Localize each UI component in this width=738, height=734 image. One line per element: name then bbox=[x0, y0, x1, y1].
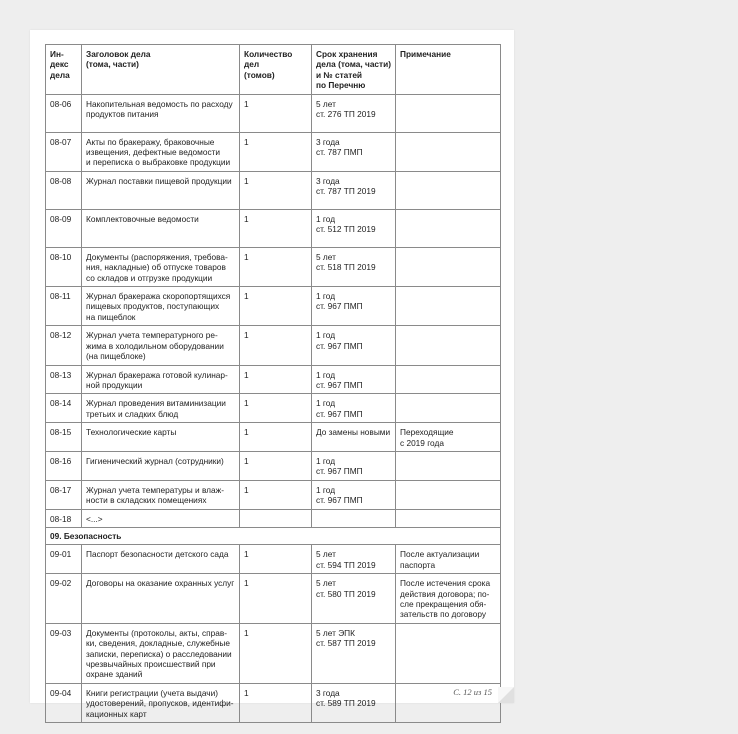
cell-note bbox=[396, 509, 501, 527]
cell-count: 1 bbox=[240, 623, 312, 683]
cell-title: Паспорт безопасности детского сада bbox=[82, 545, 240, 574]
cell-count: 1 bbox=[240, 683, 312, 722]
cell-count: 1 bbox=[240, 574, 312, 624]
cell-count: 1 bbox=[240, 171, 312, 209]
table-row bbox=[46, 94, 501, 132]
cell-retention: 5 лет ст. 276 ТП 2019 bbox=[312, 94, 396, 132]
cell-note: После актуализации паспорта bbox=[396, 545, 501, 574]
cell-note bbox=[396, 451, 501, 480]
page-curl bbox=[498, 687, 514, 703]
cell-index: 08-14 bbox=[46, 394, 82, 423]
cell-retention: 5 лет ст. 594 ТП 2019 bbox=[312, 545, 396, 574]
cell-index: 09-04 bbox=[46, 683, 82, 722]
cell-index: 08-13 bbox=[46, 365, 82, 394]
cell-title: <...> bbox=[82, 509, 240, 527]
cell-count: 1 bbox=[240, 247, 312, 286]
cell-note bbox=[396, 287, 501, 326]
cell-count: 1 bbox=[240, 365, 312, 394]
cell-retention: 5 лет ЭПК ст. 587 ТП 2019 bbox=[312, 623, 396, 683]
cell-index: 09-03 bbox=[46, 623, 82, 683]
cell-retention bbox=[312, 509, 396, 527]
cell-index: 09-01 bbox=[46, 545, 82, 574]
cell-index: 08-17 bbox=[46, 480, 82, 509]
cell-note bbox=[396, 247, 501, 286]
cell-index: 08-06 bbox=[46, 94, 82, 132]
section-row bbox=[46, 527, 501, 544]
cell-retention: 5 лет ст. 518 ТП 2019 bbox=[312, 247, 396, 286]
cell-index: 08-07 bbox=[46, 132, 82, 171]
cell-title: Журнал проведения витаминизации третьих и сладких блюд bbox=[82, 394, 240, 423]
cell-note bbox=[396, 365, 501, 394]
table-row bbox=[46, 480, 501, 509]
cell-index: 08-16 bbox=[46, 451, 82, 480]
cell-title: Технологические карты bbox=[82, 423, 240, 452]
cell-count: 1 bbox=[240, 94, 312, 132]
table-row bbox=[46, 423, 501, 452]
cell-count: 1 bbox=[240, 423, 312, 452]
cell-title: Акты по бракеражу, браковочные извещения, дефектные ведомости и переписка о выбраковке продукции bbox=[82, 132, 240, 171]
cell-title: Книги регистрации (учета выдачи) удостоверений, пропусков, идентифи- кационных карт bbox=[82, 683, 240, 722]
cell-index: 08-11 bbox=[46, 287, 82, 326]
cell-index: 08-09 bbox=[46, 209, 82, 247]
cell-count: 1 bbox=[240, 287, 312, 326]
cell-index: 08-10 bbox=[46, 247, 82, 286]
cell-note bbox=[396, 326, 501, 365]
table-row bbox=[46, 209, 501, 247]
cell-retention: 1 год ст. 967 ПМП bbox=[312, 365, 396, 394]
cell-note: После истечения срока действия договора; по- сле прекращения обя- зательств по договору bbox=[396, 574, 501, 624]
cell-count: 1 bbox=[240, 545, 312, 574]
cell-title: Журнал учета температурного ре- жима в холодильном оборудовании (на пищеблоке) bbox=[82, 326, 240, 365]
cell-note bbox=[396, 94, 501, 132]
table-row bbox=[46, 623, 501, 683]
table-row bbox=[46, 574, 501, 624]
table-row bbox=[46, 683, 501, 722]
cell-index: 09-02 bbox=[46, 574, 82, 624]
cell-title: Журнал поставки пищевой продукции bbox=[82, 171, 240, 209]
cell-count: 1 bbox=[240, 451, 312, 480]
table-row bbox=[46, 132, 501, 171]
header-note: Примечание bbox=[396, 45, 501, 95]
cell-note bbox=[396, 132, 501, 171]
cell-index: 08-18 bbox=[46, 509, 82, 527]
header-index: Ин- декс дела bbox=[46, 45, 82, 95]
cell-retention: 1 год ст. 967 ПМП bbox=[312, 394, 396, 423]
cell-count bbox=[240, 509, 312, 527]
table-row bbox=[46, 545, 501, 574]
section-title: 09. Безопасность bbox=[46, 527, 501, 544]
cell-count: 1 bbox=[240, 209, 312, 247]
cell-index: 08-15 bbox=[46, 423, 82, 452]
table-row bbox=[46, 509, 501, 527]
header-count: Количество дел (томов) bbox=[240, 45, 312, 95]
cell-index: 08-08 bbox=[46, 171, 82, 209]
cell-note: Переходящие с 2019 года bbox=[396, 423, 501, 452]
cell-title: Гигиенический журнал (сотрудники) bbox=[82, 451, 240, 480]
table-row bbox=[46, 287, 501, 326]
cell-retention: 1 год ст. 967 ПМП bbox=[312, 480, 396, 509]
cell-retention: 5 лет ст. 580 ТП 2019 bbox=[312, 574, 396, 624]
cell-title: Накопительная ведомость по расходу продуктов питания bbox=[82, 94, 240, 132]
records-table bbox=[45, 44, 501, 723]
cell-title: Договоры на оказание охранных услуг bbox=[82, 574, 240, 624]
cell-title: Документы (распоряжения, требова- ния, накладные) об отпуске товаров со складов и отгрузке продукции bbox=[82, 247, 240, 286]
cell-retention: 3 года ст. 787 ТП 2019 bbox=[312, 171, 396, 209]
table-header-row bbox=[46, 45, 501, 95]
cell-title: Комплектовочные ведомости bbox=[82, 209, 240, 247]
header-title: Заголовок дела (тома, части) bbox=[82, 45, 240, 95]
cell-count: 1 bbox=[240, 326, 312, 365]
cell-note bbox=[396, 480, 501, 509]
cell-retention: 1 год ст. 967 ПМП bbox=[312, 326, 396, 365]
cell-retention: 1 год ст. 967 ПМП bbox=[312, 451, 396, 480]
table-row bbox=[46, 247, 501, 286]
table-row bbox=[46, 326, 501, 365]
cell-retention: 1 год ст. 512 ТП 2019 bbox=[312, 209, 396, 247]
table-row bbox=[46, 171, 501, 209]
table-row bbox=[46, 394, 501, 423]
cell-retention: 3 года ст. 787 ПМП bbox=[312, 132, 396, 171]
cell-note bbox=[396, 623, 501, 683]
cell-title: Журнал бракеража скоропортящихся пищевых продуктов, поступающих на пищеблок bbox=[82, 287, 240, 326]
cell-note bbox=[396, 171, 501, 209]
cell-retention: 3 года ст. 589 ТП 2019 bbox=[312, 683, 396, 722]
cell-count: 1 bbox=[240, 480, 312, 509]
document-page bbox=[30, 30, 514, 719]
cell-count: 1 bbox=[240, 394, 312, 423]
cell-note bbox=[396, 209, 501, 247]
table-row bbox=[46, 365, 501, 394]
cell-retention: 1 год ст. 967 ПМП bbox=[312, 287, 396, 326]
cell-title: Журнал учета температуры и влаж- ности в складских помещениях bbox=[82, 480, 240, 509]
header-retention: Срок хранения дела (тома, части) и № статей по Перечню bbox=[312, 45, 396, 95]
cell-count: 1 bbox=[240, 132, 312, 171]
page-number: С. 12 из 15 bbox=[453, 687, 492, 697]
table-row bbox=[46, 451, 501, 480]
cell-title: Журнал бракеража готовой кулинар- ной продукции bbox=[82, 365, 240, 394]
cell-note bbox=[396, 394, 501, 423]
cell-index: 08-12 bbox=[46, 326, 82, 365]
cell-title: Документы (протоколы, акты, справ- ки, сведения, докладные, служебные записки, переписка) о расследовании чрезвычайных происшествий при охране зданий bbox=[82, 623, 240, 683]
cell-retention: До замены новыми bbox=[312, 423, 396, 452]
